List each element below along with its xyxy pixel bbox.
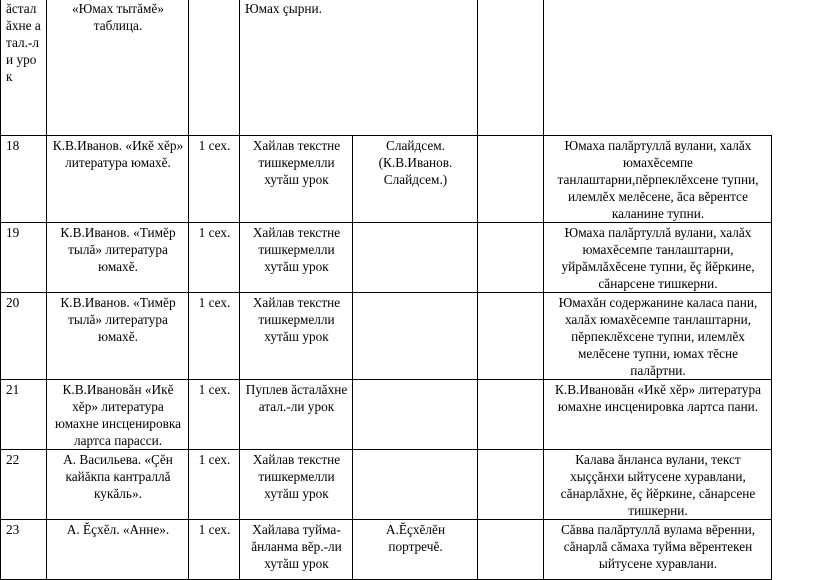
cell-lesson-type: Хайлава туйма-ăнланма вĕр.-ли хутăш урок <box>240 520 353 580</box>
cell-lesson-type: Хайлав текстне тишкермелли хутăш урок <box>240 223 353 293</box>
cell-hours <box>189 0 240 136</box>
cell-extra <box>478 136 544 223</box>
cell-lesson-topic: К.В.Иванов. «Тимĕр тылă» литература юмахĕ. <box>47 293 189 380</box>
cell-activities: Калава ăнланса вулани, текст хыççăнхи ыйтусене хуравлани, сăнарлăхне, ĕç йĕркине, сăнарсене тишкерни. <box>544 450 772 520</box>
cell-hours: 1 сех. <box>189 223 240 293</box>
cell-lesson-number: 20 <box>1 293 47 380</box>
cell-lesson-number: ăсталăхне атал.-ли урок <box>1 0 47 136</box>
cell-lesson-topic: К.В.Иванов. «Икĕ хĕр» литература юмахĕ. <box>47 136 189 223</box>
cell-activities: Юмаха палăртуллă вулани, халăх юмахĕсемпе танлаштарни,пĕрпеклĕхсене тупни, илемлĕх мелĕсене, ăса вĕрентсе каланине тупни. <box>544 136 772 223</box>
cell-materials: А.Ĕçхĕлĕн портречĕ. <box>353 520 478 580</box>
table-row-header <box>1 0 772 136</box>
cell-extra <box>478 380 544 450</box>
cell-lesson-topic: К.В.Ивановăн «Икĕ хĕр» литература юмахне инсценировка лартса парасси. <box>47 380 189 450</box>
cell-materials <box>353 380 478 450</box>
cell-hours: 1 сех. <box>189 450 240 520</box>
cell-lesson-number: 18 <box>1 136 47 223</box>
cell-activities: Юмаха палăртуллă вулани, халăх юмахĕсемпе танлаштарни, уйрăмлăхĕсене тупни, ĕç йĕркине, сăнарсене тишкерни. <box>544 223 772 293</box>
cell-blank <box>544 0 772 136</box>
cell-lesson-type: Хайлав текстне тишкермелли хутăш урок <box>240 450 353 520</box>
cell-lesson-type: Хайлав текстне тишкермелли хутăш урок <box>240 136 353 223</box>
cell-lesson-number: 19 <box>1 223 47 293</box>
table-row <box>1 380 772 450</box>
cell-lesson-number: 22 <box>1 450 47 520</box>
cell-hours: 1 сех. <box>189 380 240 450</box>
table-row <box>1 223 772 293</box>
cell-materials <box>353 223 478 293</box>
cell-extra <box>478 293 544 380</box>
table-row <box>1 520 772 580</box>
cell-lesson-topic: А. Ĕçхĕл. «Анне». <box>47 520 189 580</box>
cell-extra <box>478 0 544 136</box>
cell-activities: К.В.Ивановăн «Икĕ хĕр» литература юмахне инсценировка лартса пани. <box>544 380 772 450</box>
cell-activities: Юмахăн содержанине каласа пани, халăх юмахĕсемпе танлаштарни, пĕрпеклĕхсене тупни, илемлĕх мелĕсене тупни, юмах тĕсне палăртни. <box>544 293 772 380</box>
cell-lesson-number: 23 <box>1 520 47 580</box>
cell-materials <box>353 293 478 380</box>
cell-hours: 1 сех. <box>189 293 240 380</box>
table-row <box>1 450 772 520</box>
cell-lesson-topic: «Юмах тытăмĕ» таблица. <box>47 0 189 136</box>
cell-lesson-topic: К.В.Иванов. «Тимĕр тылă» литература юмахĕ. <box>47 223 189 293</box>
cell-hours: 1 сех. <box>189 136 240 223</box>
table-row <box>1 136 772 223</box>
cell-materials: Слайдсем. (К.В.Иванов. Слайдсем.) <box>353 136 478 223</box>
cell-extra <box>478 450 544 520</box>
table-row <box>1 293 772 380</box>
cell-lesson-type: Хайлав текстне тишкермелли хутăш урок <box>240 293 353 380</box>
cell-lesson-topic: А. Васильева. «Çĕн кайăкпа кантраллă кукăль». <box>47 450 189 520</box>
cell-materials <box>353 450 478 520</box>
cell-lesson-type: Пуплев ăсталăхне атал.-ли урок <box>240 380 353 450</box>
cell-hours: 1 сех. <box>189 520 240 580</box>
cell-activities: Сăвва палăртуллă вулама вĕренни, сăнарлă сăмаха туйма вĕрентекен ыйтусене хуравлани. <box>544 520 772 580</box>
cell-lesson-number: 21 <box>1 380 47 450</box>
cell-extra <box>478 223 544 293</box>
cell-lesson-type: Юмах çырни. <box>240 0 478 136</box>
cell-extra <box>478 520 544 580</box>
